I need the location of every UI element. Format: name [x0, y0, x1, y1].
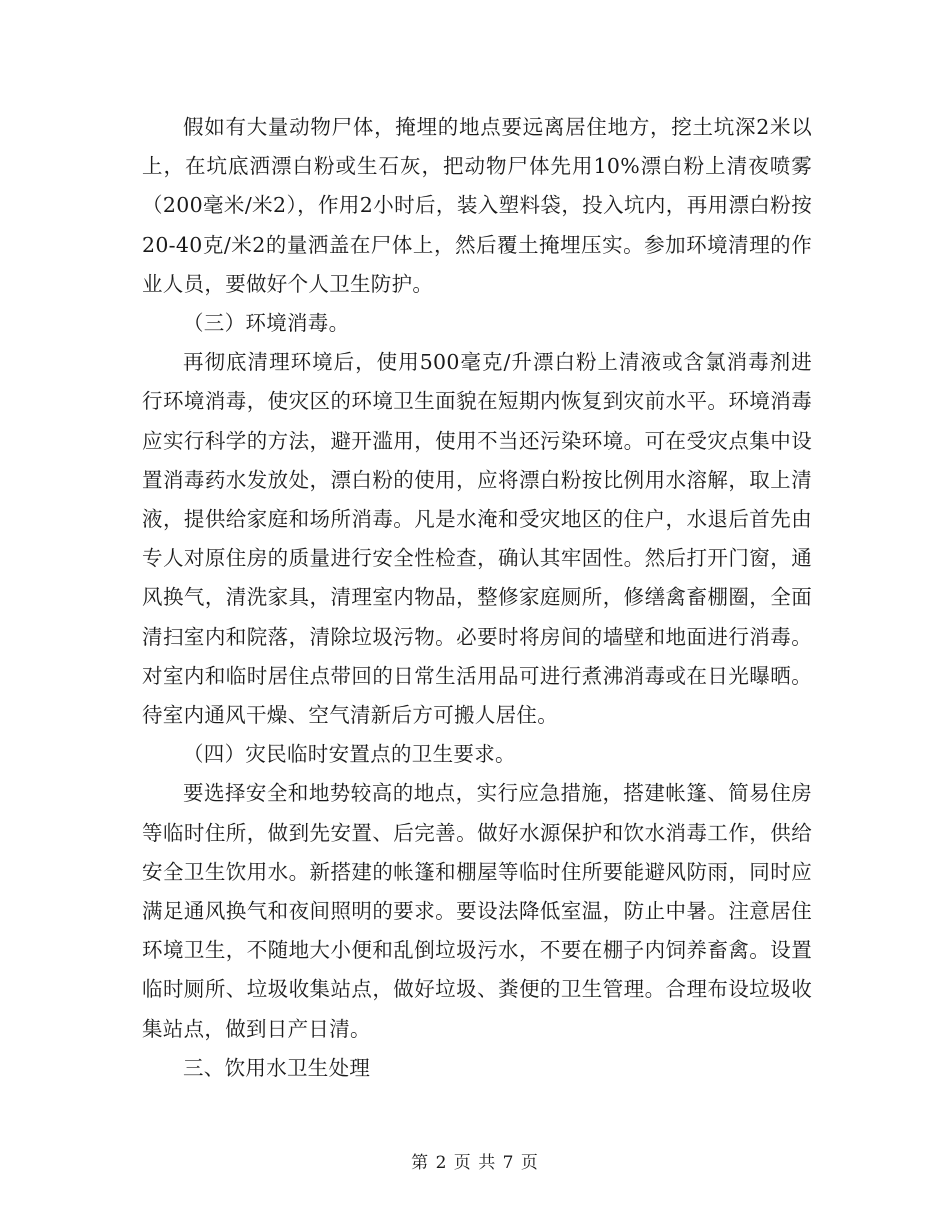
paragraph-environment-disinfection: 再彻底清理环境后，使用500毫克/升漂白粉上清液或含氯消毒剂进行环境消毒，使灾区的环境卫生面貌在短期内恢复到灾前水平。环境消毒应实行科学的方法，避开滥用，使用不当还污染环境。可在受灾点集中设置消毒药水发放处，漂白粉的使用，应将漂白粉按比例用水溶解，取上清液，提供给家庭和场所消毒。凡是水淹和受灾地区的住户，水退后首先由专人对原住房的质量进行安全性检查，确认其牢固性。然后打开门窗，通风换气，清洗家具，清理室内物品，整修家庭厕所，修缮禽畜棚圈，全面清扫室内和院落，清除垃圾污物。必要时将房间的墙壁和地面进行消毒。对室内和临时居住点带回的日常生活用品可进行煮沸消毒或在日光曝晒。待室内通风干燥、空气清新后方可搬人居住。: [142, 350, 812, 728]
document-body: [142, 108, 812, 1088]
paragraph-temporary-shelter: 要选择安全和地势较高的地点，实行应急措施，搭建帐篷、简易住房等临时住所，做到先安置、后完善。做好水源保护和饮水消毒工作，供给安全卫生饮用水。新搭建的帐篷和棚屋等临时住所要能避风防雨，同时应满足通风换气和夜间照明的要求。要设法降低室温，防止中暑。注意居住环境卫生，不随地大小便和乱倒垃圾污水，不要在棚子内饲养畜禽。设置临时厕所、垃圾收集站点，做好垃圾、粪便的卫生管理。合理布设垃圾收集站点，做到日产日清。: [142, 781, 812, 1041]
section-heading-drinking-water: 三、饮用水卫生处理: [183, 1055, 371, 1080]
section-heading-environment-disinfection: （三）环境消毒。: [183, 311, 350, 336]
section-heading-temporary-shelter: （四）灾民临时安置点的卫生要求。: [183, 742, 516, 767]
paragraph-animal-carcass-burial: 假如有大量动物尸体，掩埋的地点要远离居住地方，挖土坑深2米以上，在坑底洒漂白粉或生石灰，把动物尸体先用10%漂白粉上清夜喷雾（200毫米/米2），作用2小时后，装入塑料袋，投入坑内，再用漂白粉按20-40克/米2的量洒盖在尸体上，然后覆土掩埋压实。参加环境清理的作业人员，要做好个人卫生防护。: [142, 115, 812, 296]
page-number-footer: 第 2 页 共 7 页: [411, 1153, 539, 1173]
